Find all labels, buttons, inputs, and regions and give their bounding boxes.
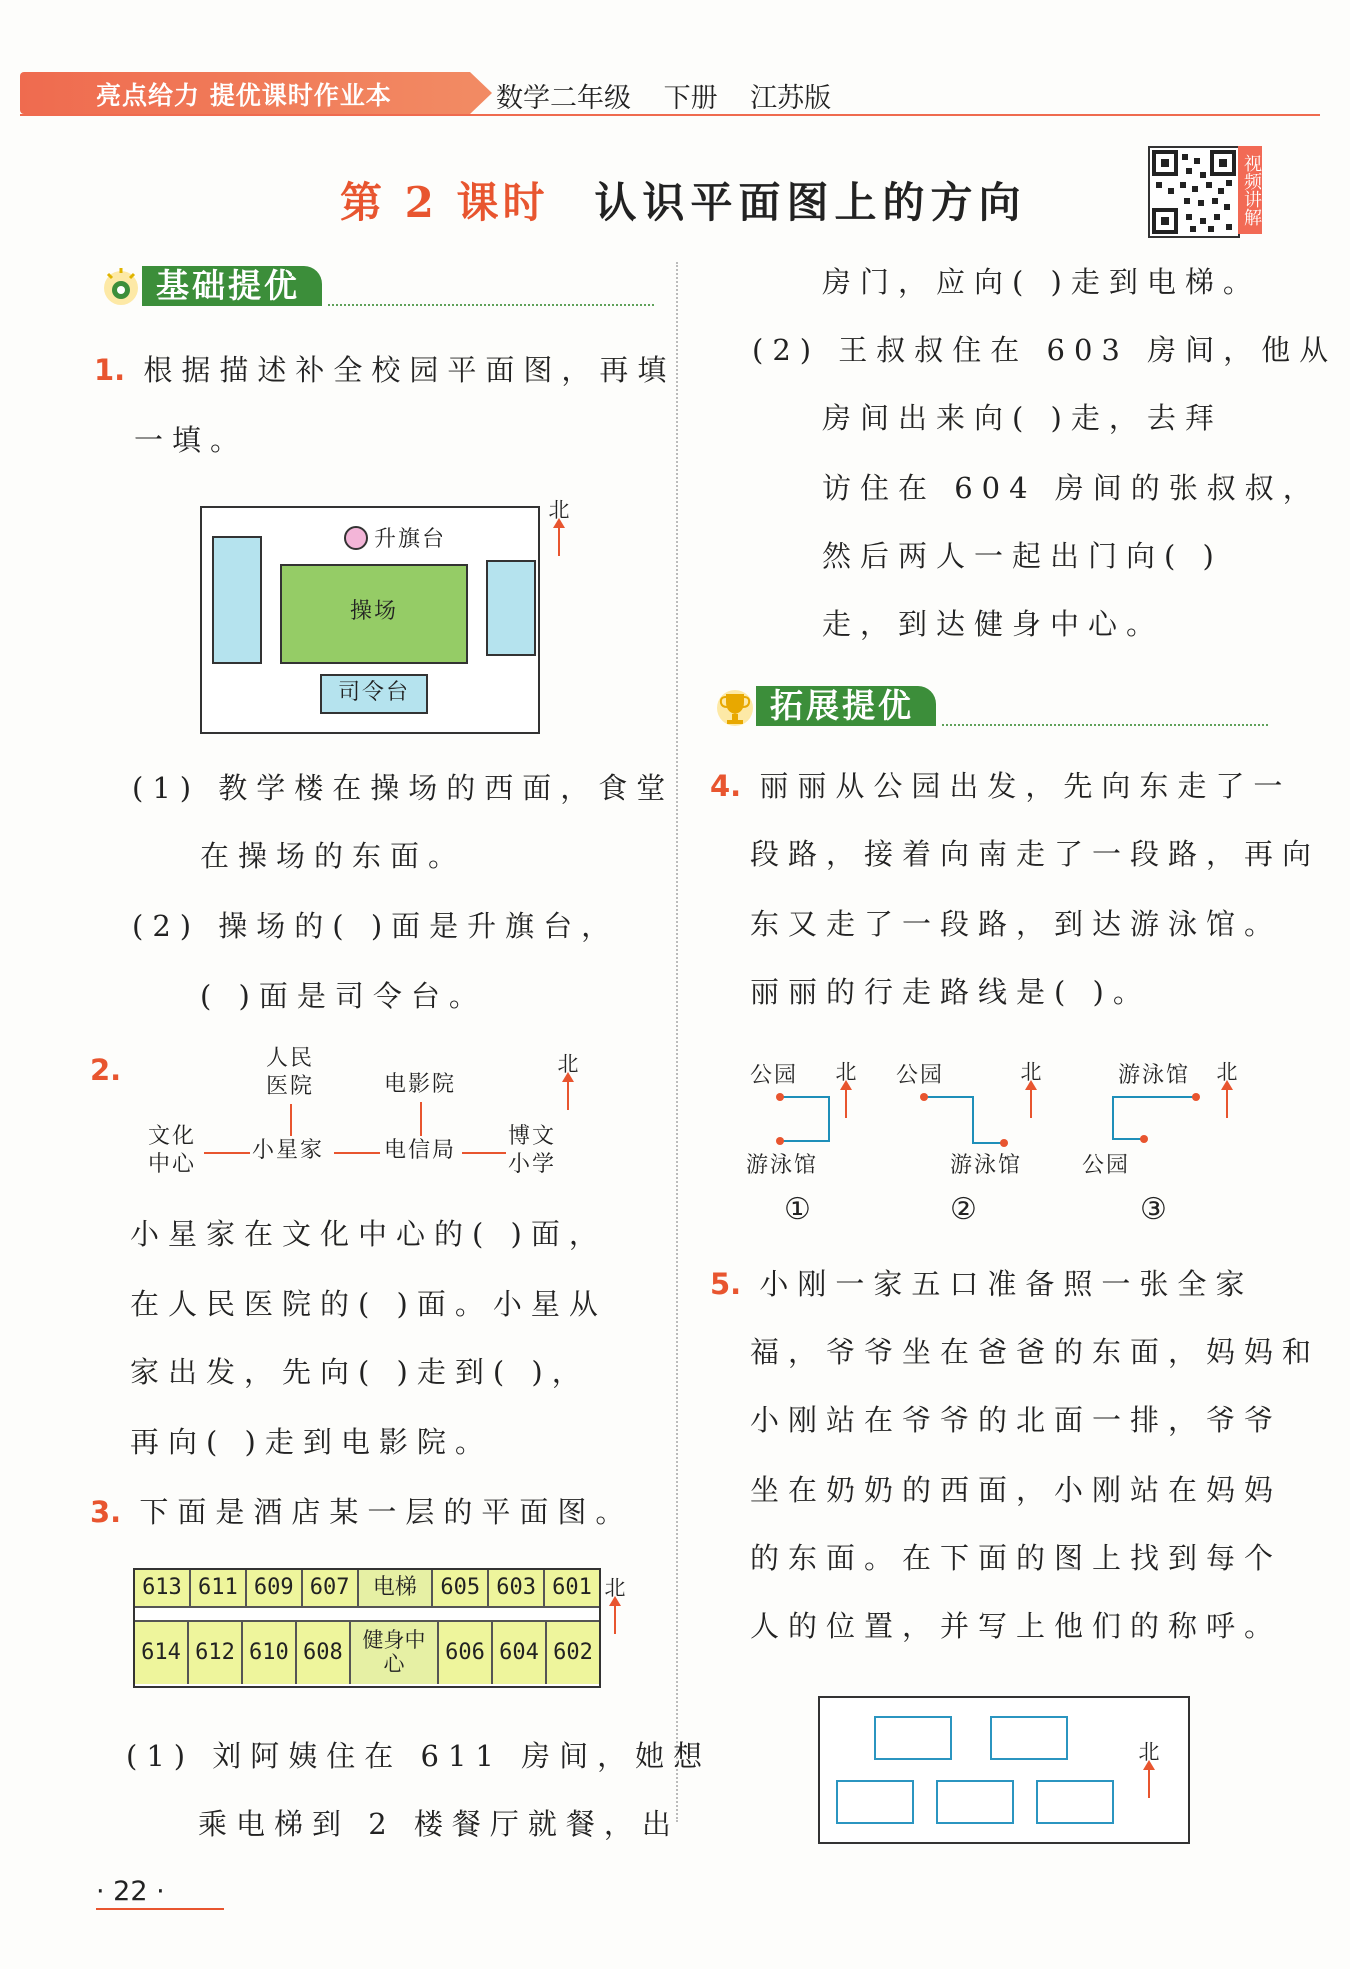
header-band-tip — [470, 72, 492, 114]
header-brand: 亮点给力 提优课时作业本 — [96, 81, 392, 110]
lesson-name: 认识平面图上的方向 — [594, 178, 1027, 227]
q1-number: 1. — [94, 353, 126, 387]
route2-start: 公园 — [896, 1063, 945, 1088]
road-hospital-home — [290, 1104, 292, 1136]
q3-sub2-line1: (2) 王叔叔住在 603 房间，他从 — [752, 333, 1338, 367]
map-museum-line2: 小学 — [508, 1152, 557, 1177]
campus-building-east — [486, 560, 536, 656]
q3-sub2-line4: 然后两人一起出门向( ) — [822, 539, 1223, 573]
room-cell: 614 — [135, 1622, 189, 1684]
q3-sub1-line3: 房门，应向( )走到电梯。 — [822, 265, 1261, 299]
seat-box[interactable] — [874, 1716, 952, 1760]
room-cell: 611 — [191, 1570, 247, 1606]
campus-plan — [200, 506, 540, 734]
q3-north-indicator: 北 — [602, 1572, 628, 1634]
map-culture-line1: 文化 — [148, 1124, 197, 1149]
header-subject: 数学二年级 下册 江苏版 — [496, 83, 832, 114]
seat-box[interactable] — [1036, 1780, 1114, 1824]
road-home-telecom — [334, 1152, 380, 1154]
q5-line5: 的东面。在下面的图上找到每个 — [750, 1541, 1283, 1575]
north-arrow-icon — [614, 1604, 616, 1634]
q5-number: 5. — [710, 1267, 742, 1301]
column-divider — [676, 262, 678, 1822]
q4-number: 4. — [710, 769, 742, 803]
room-cell: 607 — [303, 1570, 359, 1606]
room-cell: 602 — [547, 1622, 599, 1684]
header-rule — [20, 114, 1320, 116]
q2-line2: 在人民医院的( )面。小星从 — [130, 1287, 607, 1321]
q3-sub2-line5: 走，到达健身中心。 — [822, 607, 1165, 641]
route-point — [1192, 1093, 1200, 1101]
hotel-floor-plan — [133, 1568, 601, 1688]
qr-video-label: 视频讲解 — [1238, 146, 1262, 234]
route-option-1[interactable] — [746, 1056, 896, 1227]
gym-cell: 健身中心 — [351, 1622, 439, 1684]
route3-end: 游泳馆 — [1118, 1063, 1191, 1088]
room-cell: 613 — [135, 1570, 191, 1606]
q4-north-indicator-3: 北 — [1214, 1056, 1240, 1118]
q1-text-line1: 1. 根据描述补全校园平面图，再填 — [94, 353, 676, 387]
route-line — [780, 1096, 828, 1098]
playground: 操场 — [280, 564, 468, 664]
road-telecom-museum — [462, 1152, 506, 1154]
route-point — [1140, 1135, 1148, 1143]
route-line — [1112, 1096, 1114, 1140]
section-extend-rule — [942, 724, 1268, 726]
map-home: 小星家 — [252, 1138, 325, 1163]
seat-box[interactable] — [990, 1716, 1068, 1760]
map-hospital-line2: 医院 — [266, 1074, 315, 1099]
qr-code-icon[interactable] — [1148, 146, 1240, 238]
north-arrow-icon — [567, 1080, 569, 1110]
road-cinema-telecom — [420, 1102, 422, 1136]
q4-north-indicator-2: 北 — [1018, 1056, 1044, 1118]
q4-line2: 段路，接着向南走了一段路，再向 — [750, 837, 1321, 871]
hotel-top-row — [135, 1570, 599, 1608]
q1-sub1-line1: (1) 教学楼在操场的西面，食堂 — [132, 771, 675, 805]
q2-line1: 小星家在文化中心的( )面， — [130, 1217, 607, 1251]
q2-north-indicator: 北 — [555, 1048, 581, 1110]
trophy-icon — [712, 684, 758, 728]
route-line — [828, 1096, 830, 1140]
q2-map — [140, 1046, 600, 1196]
hotel-bottom-row — [135, 1622, 599, 1684]
room-cell: 612 — [189, 1622, 243, 1684]
map-cinema: 电影院 — [384, 1072, 457, 1097]
route2-end: 游泳馆 — [950, 1153, 1023, 1178]
q1-sub2-line1: (2) 操场的( )面是升旗台， — [132, 909, 620, 943]
elevator-cell: 电梯 — [359, 1570, 434, 1606]
q2-line3: 家出发，先向( )走到( )， — [130, 1355, 590, 1389]
page-number: · 22 · — [96, 1876, 165, 1907]
q2-line4: 再向( )走到电影院。 — [130, 1425, 493, 1459]
q4-north-indicator-1: 北 — [833, 1056, 859, 1118]
page-header — [20, 72, 1320, 116]
q5-north-indicator: 北 — [1136, 1736, 1162, 1798]
q5-line4: 坐在奶奶的西面，小刚站在妈妈 — [750, 1473, 1283, 1507]
flag-platform: 升旗台 — [344, 522, 446, 553]
room-cell: 601 — [545, 1570, 599, 1606]
q1-sub2-line2: ( )面是司令台。 — [200, 979, 487, 1013]
hotel-corridor — [135, 1608, 599, 1622]
q2-number-row — [90, 1050, 121, 1090]
map-culture-line2: 中心 — [148, 1152, 197, 1177]
section-basic-rule — [328, 304, 654, 306]
room-cell: 606 — [439, 1622, 493, 1684]
q3-sub2-line3: 访住在 604 房间的张叔叔， — [822, 471, 1321, 505]
q3-sub1-line2: 乘电梯到 2 楼餐厅就餐，出 — [198, 1807, 680, 1841]
route-line — [924, 1096, 972, 1098]
q5-line3: 小刚站在爷爷的北面一排，爷爷 — [750, 1403, 1283, 1437]
lesson-number: 第 2 课时 — [340, 178, 549, 227]
route1-label: ① — [784, 1192, 811, 1227]
north-arrow-icon — [1226, 1088, 1228, 1118]
q4-line3: 东又走了一段路，到达游泳馆。 — [750, 907, 1283, 941]
q3-sub2-line2: 房间出来向( )走，去拜 — [822, 401, 1223, 435]
room-cell: 605 — [433, 1570, 489, 1606]
gear-flower-icon — [98, 264, 144, 308]
map-telecom: 电信局 — [384, 1138, 457, 1163]
q3-number: 3. — [90, 1495, 122, 1529]
route-point — [776, 1093, 784, 1101]
route-point — [776, 1137, 784, 1145]
map-museum-line1: 博文 — [508, 1124, 557, 1149]
route-point — [1000, 1139, 1008, 1147]
lesson-title — [340, 170, 1026, 230]
north-arrow-icon — [1148, 1768, 1150, 1798]
route2-label: ② — [950, 1192, 977, 1227]
page-number-rule — [96, 1908, 224, 1910]
room-cell: 610 — [243, 1622, 297, 1684]
q5-line6: 人的位置，并写上他们的称呼。 — [750, 1609, 1283, 1643]
command-stage: 司令台 — [320, 674, 428, 714]
north-arrow-icon — [558, 526, 560, 556]
section-basic-title: 基础提优 — [142, 266, 322, 306]
room-cell: 609 — [247, 1570, 303, 1606]
north-arrow-icon — [845, 1088, 847, 1118]
campus-building-west — [212, 536, 262, 664]
route-line — [780, 1140, 830, 1142]
family-photo-diagram — [818, 1696, 1190, 1844]
route1-start: 公园 — [750, 1063, 799, 1088]
q3-intro-row: 3. 下面是酒店某一层的平面图。 — [90, 1495, 634, 1529]
room-cell: 603 — [489, 1570, 545, 1606]
q5-line2: 福，爷爷坐在爸爸的东面，妈妈和 — [750, 1335, 1321, 1369]
flag-dot-icon — [344, 526, 368, 550]
section-extend-title: 拓展提优 — [756, 686, 936, 726]
q1-text-line2: 一填。 — [134, 423, 249, 457]
seat-box[interactable] — [936, 1780, 1014, 1824]
road-culture-home — [204, 1152, 250, 1154]
q2-number: 2. — [90, 1053, 122, 1087]
q4-line4: 丽丽的行走路线是( )。 — [750, 975, 1151, 1009]
map-hospital-line1: 人民 — [266, 1046, 315, 1071]
room-cell: 608 — [297, 1622, 351, 1684]
north-arrow-icon — [1030, 1088, 1032, 1118]
room-cell: 604 — [493, 1622, 547, 1684]
route-line — [1112, 1096, 1196, 1098]
q1-north-indicator: 北 — [546, 494, 572, 556]
q5-line1-row: 5. 小刚一家五口准备照一张全家 — [710, 1267, 1254, 1301]
section-extend — [712, 684, 1268, 728]
seat-box[interactable] — [836, 1780, 914, 1824]
route-line — [972, 1096, 974, 1142]
section-basic — [98, 264, 654, 308]
route1-end: 游泳馆 — [746, 1153, 819, 1178]
q4-line1-row: 4. 丽丽从公园出发，先向东走了一 — [710, 769, 1292, 803]
q3-sub1-line1: (1) 刘阿姨住在 611 房间，她想 — [126, 1739, 712, 1773]
route-point — [920, 1093, 928, 1101]
q1-sub1-line2: 在操场的东面。 — [200, 839, 467, 873]
route3-start: 公园 — [1082, 1153, 1131, 1178]
route3-label: ③ — [1140, 1192, 1167, 1227]
